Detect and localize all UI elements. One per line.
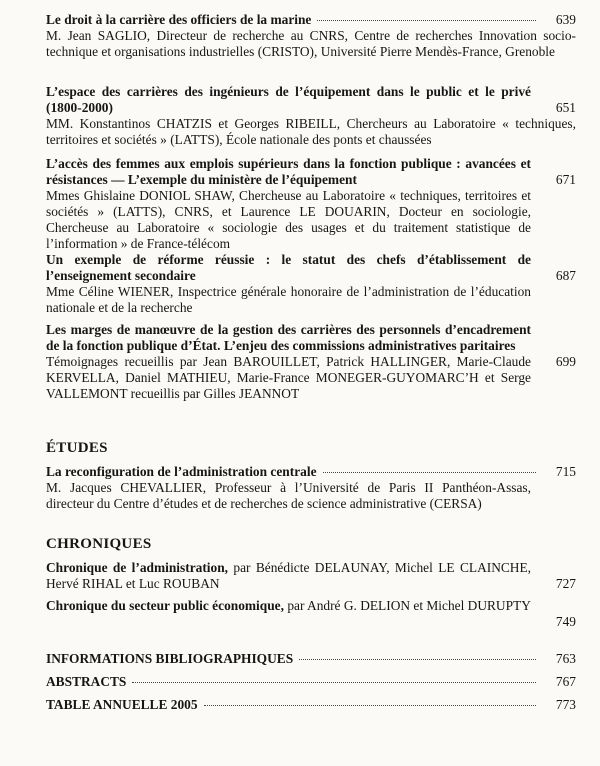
toc-entry [46, 651, 576, 667]
dot-leader [317, 20, 536, 21]
entry-title: Chronique de l’administration, [46, 560, 229, 575]
toc-entry [46, 156, 576, 252]
page-number: 699 [555, 354, 576, 369]
toc-entry [46, 12, 576, 60]
entry-authors: par Bénédicte DELAUNAY, Michel LE CLAINCHE, Hervé RIHAL et Luc ROUBAN [46, 560, 531, 591]
dot-leader [132, 682, 536, 683]
entry-title: Chronique du secteur public économique, [46, 598, 284, 613]
toc-entry [46, 598, 576, 629]
dot-leader [204, 705, 536, 706]
entry-title: INFORMATIONS BIBLIOGRAPHIQUES [46, 651, 294, 666]
toc-entry [46, 464, 576, 512]
page-number: 727 [555, 576, 576, 591]
entry-title: TABLE ANNUELLE 2005 [46, 697, 198, 712]
toc-entry [46, 84, 576, 148]
entry-authors: Mme Céline WIENER, Inspectrice générale honoraire de l’administration de l’éducation nationale et de la recherche [46, 284, 531, 315]
toc-entry [46, 560, 576, 592]
toc-entry [46, 674, 576, 690]
page-number: 763 [555, 651, 576, 666]
entry-authors: Mmes Ghislaine DONIOL SHAW, Chercheuse au Laboratoire « techniques, territoires et sociétés » (LATTS), CNRS, et Laurence LE DOUARIN, Docteur en sociologie, Chercheuse au Laboratoire « sociologie des usages et du traitement statistique de l’information » de France-télécom [46, 188, 531, 251]
page-number: 639 [555, 12, 576, 27]
entry-title: Les marges de manœuvre de la gestion des carrières des personnels d’encadrement de la fonction publique d’État. L’enjeu des commissions administratives paritaires [46, 322, 531, 353]
entry-authors: M. Jacques CHEVALLIER, Professeur à l’Université de Paris II Panthéon-Assas, directeur du Centre d’études et de recherches de science administrative (CERSA) [46, 480, 531, 511]
entry-title: Le droit à la carrière des officiers de la marine [46, 12, 312, 27]
dot-leader [323, 472, 536, 473]
entry-title: L’accès des femmes aux emplois supérieurs dans la fonction publique : avancées et résistances — L’exemple du ministère de l’équipement [46, 156, 531, 187]
page-number: 651 [555, 100, 576, 115]
page-number: 767 [555, 674, 576, 689]
entry-title: La reconfiguration de l’administration centrale [46, 464, 317, 479]
page-number: 749 [555, 614, 576, 629]
entry-title: Un exemple de réforme réussie : le statut des chefs d’établissement de l’enseignement secondaire [46, 252, 531, 283]
page-number: 687 [555, 268, 576, 283]
toc-entry [46, 697, 576, 713]
page-number: 773 [555, 697, 576, 712]
entry-title: ABSTRACTS [46, 674, 127, 689]
entry-title: L’espace des carrières des ingénieurs de l’équipement dans le public et le privé (1800-2000) [46, 84, 531, 115]
entry-authors: M. Jean SAGLIO, Directeur de recherche au CNRS, Centre de recherches Innovation socio-technique et organisations industrielles (CRISTO), Université Pierre Mendès-France, Grenoble [46, 28, 576, 59]
dot-leader [299, 659, 536, 660]
toc-entry [46, 252, 576, 316]
page-number: 671 [555, 172, 576, 187]
section-heading-chroniques: CHRONIQUES [46, 536, 152, 552]
entry-authors: MM. Konstantinos CHATZIS et Georges RIBEILL, Chercheurs au Laboratoire « techniques, territoires et sociétés » (LATTS), École nationale des ponts et chaussées [46, 116, 576, 147]
entry-authors: par André G. DELION et Michel DURUPTY [283, 598, 531, 613]
section-heading-etudes: ÉTUDES [46, 440, 108, 456]
toc-entry [46, 322, 576, 402]
entry-authors: Témoignages recueillis par Jean BAROUILLET, Patrick HALLINGER, Marie-Claude KERVELLA, Daniel MATHIEU, Marie-France MONEGER-GUYOMARC’H et Serge VALLEMONT recueillis par Gilles JEANNOT [46, 354, 531, 401]
page-number: 715 [555, 464, 576, 479]
